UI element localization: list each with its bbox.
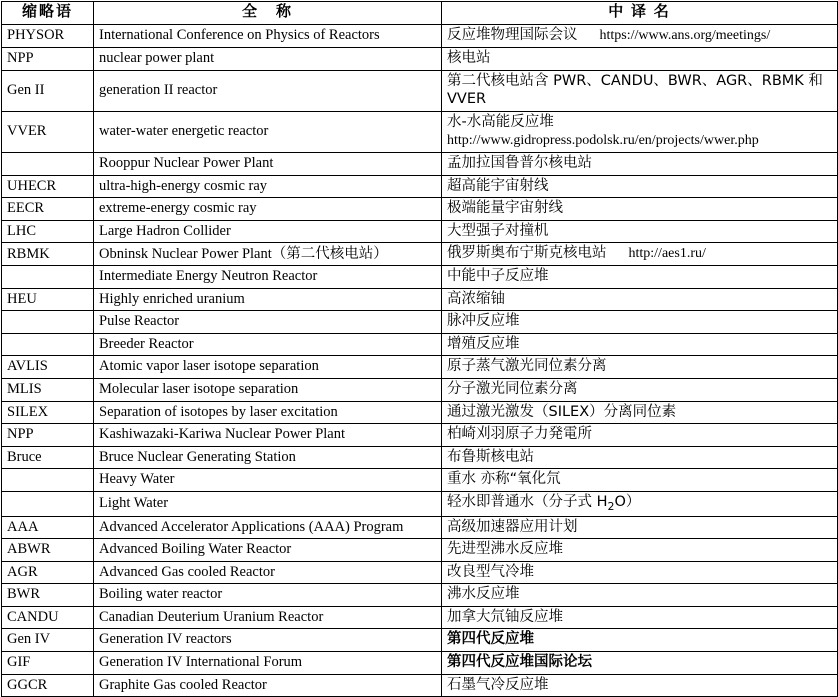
cell-abbreviation: [2, 491, 94, 516]
table-row: [2, 606, 838, 629]
column-header-full-name: 全 称: [94, 2, 442, 25]
cell-full-name: Rooppur Nuclear Power Plant: [94, 153, 442, 176]
cell-chinese-name: [442, 469, 838, 492]
cell-abbreviation: HEU: [2, 288, 94, 311]
cell-full-name: Highly enriched uranium: [94, 288, 442, 311]
table-row: [2, 198, 838, 221]
cell-chinese-name: [442, 48, 838, 71]
cell-chinese-name: [442, 25, 838, 48]
table-row: [2, 401, 838, 424]
cell-abbreviation: Gen IV: [2, 629, 94, 652]
column-header-chinese-name: 中 译 名: [442, 2, 838, 25]
reference-link[interactable]: http://aes1.ru/: [628, 246, 706, 262]
cell-chinese-name: [442, 584, 838, 607]
cell-chinese-name: [442, 424, 838, 447]
glossary-document: [0, 1, 838, 693]
cell-chinese-name: [442, 561, 838, 584]
cell-full-name: Obninsk Nuclear Power Plant（第二代核电站）: [94, 243, 442, 266]
cell-full-name: Advanced Boiling Water Reactor: [94, 539, 442, 562]
chinese-term: 分子激光同位素分离: [447, 381, 578, 398]
table-row: [2, 491, 838, 516]
table-row: [2, 333, 838, 356]
chinese-term: 孟加拉国鲁普尔核电站: [447, 155, 592, 172]
cell-full-name: Breeder Reactor: [94, 333, 442, 356]
chinese-term: 沸水反应堆: [447, 586, 520, 603]
chinese-term: 布鲁斯核电站: [447, 448, 534, 465]
cell-abbreviation: Bruce: [2, 446, 94, 469]
cell-abbreviation: Gen II: [2, 70, 94, 111]
table-row: [2, 424, 838, 447]
cell-full-name: Atomic vapor laser isotope separation: [94, 356, 442, 379]
cell-abbreviation: AVLIS: [2, 356, 94, 379]
cell-chinese-name: [442, 198, 838, 221]
cell-abbreviation: LHC: [2, 220, 94, 243]
cell-chinese-name: [442, 243, 838, 266]
cell-chinese-name: [442, 266, 838, 289]
cell-chinese-name: [442, 652, 838, 675]
chinese-term: 核电站: [447, 50, 491, 67]
cell-abbreviation: GIF: [2, 652, 94, 675]
chinese-term: 俄罗斯奥布宁斯克核电站: [447, 245, 607, 262]
cell-abbreviation: [2, 153, 94, 176]
cell-chinese-name: [442, 220, 838, 243]
cell-abbreviation: AAA: [2, 516, 94, 539]
cell-full-name: Large Hadron Collider: [94, 220, 442, 243]
chinese-term: 原子蒸气激光同位素分离: [447, 358, 607, 375]
cell-chinese-name: [442, 288, 838, 311]
table-row: [2, 153, 838, 176]
cell-full-name: extreme-energy cosmic ray: [94, 198, 442, 221]
chinese-term: 高级加速器应用计划: [447, 518, 578, 535]
table-row: [2, 288, 838, 311]
table-row: [2, 652, 838, 675]
glossary-table: [1, 1, 838, 697]
chinese-term: 加拿大氘铀反应堆: [447, 608, 563, 625]
chinese-term: 第四代反应堆国际论坛: [447, 654, 592, 670]
table-row: [2, 356, 838, 379]
cell-full-name: Separation of isotopes by laser excitation: [94, 401, 442, 424]
cell-abbreviation: MLIS: [2, 379, 94, 402]
chinese-term: 大型强子对撞机: [447, 222, 549, 239]
cell-chinese-name: [442, 70, 838, 111]
cell-abbreviation: UHECR: [2, 175, 94, 198]
cell-abbreviation: NPP: [2, 424, 94, 447]
cell-abbreviation: GGCR: [2, 674, 94, 697]
table-row: [2, 674, 838, 697]
cell-full-name: International Conference on Physics of Reactors: [94, 25, 442, 48]
chinese-term: 高浓缩铀: [447, 290, 505, 307]
cell-full-name: Generation IV International Forum: [94, 652, 442, 675]
chinese-term: 极端能量宇宙射线: [447, 200, 563, 217]
cell-full-name: Pulse Reactor: [94, 311, 442, 334]
chinese-term: 通过激光激发（SILEX）分离同位素: [447, 403, 677, 420]
table-row: [2, 629, 838, 652]
table-body: [2, 25, 838, 697]
cell-chinese-name: [442, 379, 838, 402]
chinese-term: 超高能宇宙射线: [447, 177, 549, 194]
cell-abbreviation: SILEX: [2, 401, 94, 424]
table-row: [2, 25, 838, 48]
cell-chinese-name: [442, 446, 838, 469]
table-row: [2, 220, 838, 243]
chinese-term: 第二代核电站含 PWR、CANDU、BWR、AGR、RBMK 和 VVER: [447, 72, 823, 108]
table-row: [2, 48, 838, 71]
cell-chinese-name: [442, 333, 838, 356]
cell-abbreviation: VVER: [2, 111, 94, 152]
cell-chinese-name: [442, 629, 838, 652]
cell-chinese-name: [442, 401, 838, 424]
cell-abbreviation: BWR: [2, 584, 94, 607]
cell-full-name: Kashiwazaki-Kariwa Nuclear Power Plant: [94, 424, 442, 447]
cell-chinese-name: [442, 356, 838, 379]
cell-abbreviation: EECR: [2, 198, 94, 221]
chinese-term: 反应堆物理国际会议: [447, 27, 578, 44]
cell-full-name: Light Water: [94, 491, 442, 516]
cell-full-name: generation II reactor: [94, 70, 442, 111]
cell-full-name: Generation IV reactors: [94, 629, 442, 652]
cell-abbreviation: PHYSOR: [2, 25, 94, 48]
cell-chinese-name: [442, 539, 838, 562]
cell-full-name: Advanced Accelerator Applications (AAA) Program: [94, 516, 442, 539]
table-row: [2, 266, 838, 289]
table-row: [2, 70, 838, 111]
cell-abbreviation: [2, 311, 94, 334]
reference-link[interactable]: http://www.gidropress.podolsk.ru/en/projects/wwer.php: [447, 133, 759, 149]
cell-chinese-name: [442, 674, 838, 697]
chinese-term: 脉冲反应堆: [447, 313, 520, 330]
table-row: [2, 111, 838, 152]
chinese-term: 增殖反应堆: [447, 335, 520, 352]
chinese-term: 石墨气冷反应堆: [447, 676, 549, 693]
table-row: [2, 243, 838, 266]
cell-full-name: ultra-high-energy cosmic ray: [94, 175, 442, 198]
chinese-term: 第四代反应堆: [447, 631, 534, 648]
table-row: [2, 561, 838, 584]
chinese-term: 先进型沸水反应堆: [447, 541, 563, 558]
cell-full-name: nuclear power plant: [94, 48, 442, 71]
table-row: [2, 584, 838, 607]
table-row: [2, 311, 838, 334]
cell-full-name: Bruce Nuclear Generating Station: [94, 446, 442, 469]
cell-abbreviation: CANDU: [2, 606, 94, 629]
cell-abbreviation: AGR: [2, 561, 94, 584]
cell-chinese-name: [442, 175, 838, 198]
cell-abbreviation: [2, 266, 94, 289]
cell-full-name: Graphite Gas cooled Reactor: [94, 674, 442, 697]
cell-full-name: Heavy Water: [94, 469, 442, 492]
cell-chinese-name: [442, 516, 838, 539]
table-row: [2, 516, 838, 539]
cell-full-name: Advanced Gas cooled Reactor: [94, 561, 442, 584]
cell-full-name: Boiling water reactor: [94, 584, 442, 607]
chinese-term: 水-水高能反应堆: [447, 113, 554, 130]
cell-chinese-name: [442, 153, 838, 176]
cell-full-name: Canadian Deuterium Uranium Reactor: [94, 606, 442, 629]
cell-abbreviation: NPP: [2, 48, 94, 71]
cell-full-name: Intermediate Energy Neutron Reactor: [94, 266, 442, 289]
cell-full-name: Molecular laser isotope separation: [94, 379, 442, 402]
table-row: [2, 446, 838, 469]
cell-abbreviation: [2, 469, 94, 492]
chinese-term: 重水 亦称“氧化氘: [447, 471, 561, 488]
chinese-term: 柏崎刈羽原子力発電所: [447, 426, 592, 443]
chinese-term: 改良型气冷堆: [447, 563, 534, 580]
cell-chinese-name: [442, 311, 838, 334]
cell-full-name: water-water energetic reactor: [94, 111, 442, 152]
chinese-term: 轻水即普通水（分子式 $H_2O$）: [447, 493, 641, 513]
column-header-abbreviation: 缩略语: [2, 2, 94, 25]
chinese-term: 中能中子反应堆: [447, 268, 549, 285]
table-row: [2, 469, 838, 492]
cell-abbreviation: RBMK: [2, 243, 94, 266]
reference-link[interactable]: https://www.ans.org/meetings/: [599, 28, 771, 44]
table-row: [2, 175, 838, 198]
cell-abbreviation: [2, 333, 94, 356]
table-header: [2, 2, 838, 25]
table-header-row: [2, 2, 838, 25]
table-row: [2, 379, 838, 402]
cell-abbreviation: ABWR: [2, 539, 94, 562]
cell-chinese-name: [442, 111, 838, 152]
table-row: [2, 539, 838, 562]
cell-chinese-name: [442, 491, 838, 516]
cell-chinese-name: [442, 606, 838, 629]
